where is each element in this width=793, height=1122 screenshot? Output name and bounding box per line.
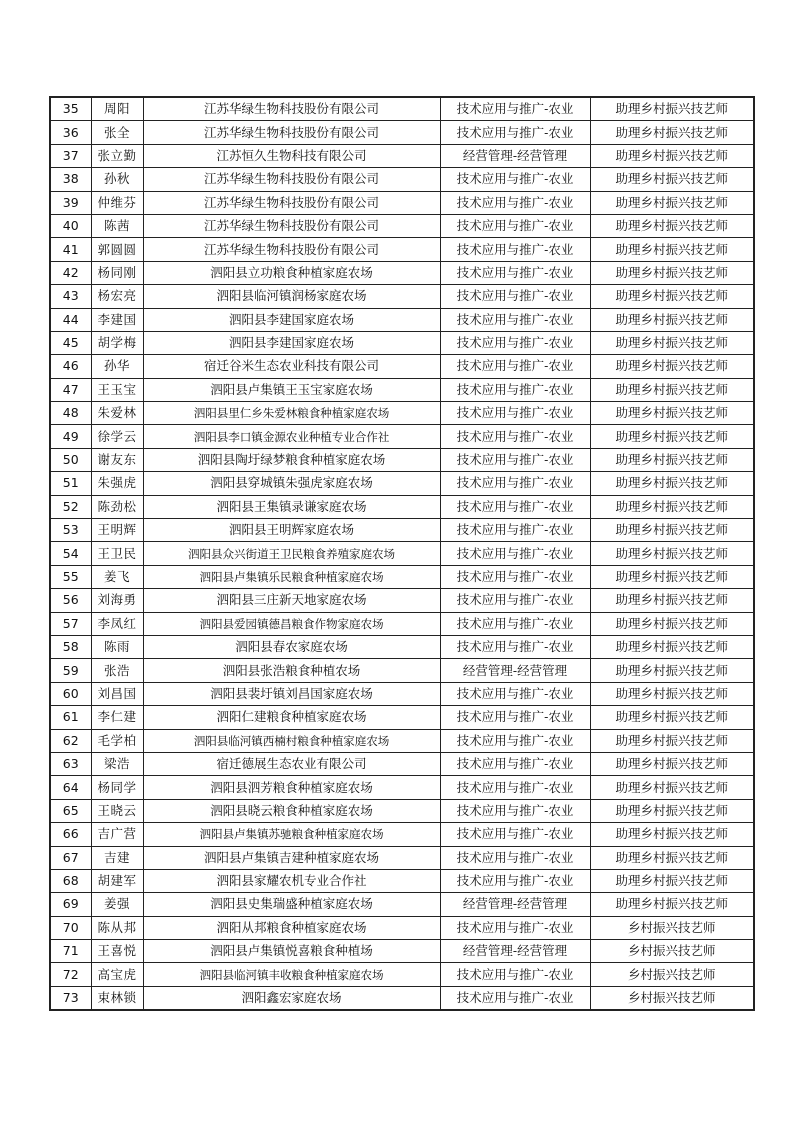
- qualification-title-cell: 助理乡村振兴技艺师: [590, 659, 754, 682]
- organization-cell: 泗阳县陶圩绿梦粮食种植家庭农场: [143, 448, 440, 471]
- organization-cell: 泗阳县泗芳粮食种植家庭农场: [143, 776, 440, 799]
- table-row: [50, 214, 754, 237]
- table-row: [50, 472, 754, 495]
- table-row: [50, 121, 754, 144]
- person-name-cell: 吉广营: [91, 823, 143, 846]
- table-row: [50, 378, 754, 401]
- qualification-title-cell: 助理乡村振兴技艺师: [590, 144, 754, 167]
- row-number-cell: 41: [50, 238, 91, 261]
- person-name-cell: 毛学柏: [91, 729, 143, 752]
- organization-cell: 泗阳县卢集镇乐民粮食种植家庭农场: [143, 565, 440, 588]
- row-number-cell: 37: [50, 144, 91, 167]
- table-row: [50, 285, 754, 308]
- specialty-field-cell: 技术应用与推广-农业: [440, 168, 590, 191]
- organization-cell: 泗阳县王明辉家庭农场: [143, 519, 440, 542]
- roster-table: [49, 96, 755, 1011]
- row-number-cell: 72: [50, 963, 91, 986]
- row-number-cell: 70: [50, 916, 91, 939]
- table-row: [50, 635, 754, 658]
- person-name-cell: 谢友东: [91, 448, 143, 471]
- person-name-cell: 张立勤: [91, 144, 143, 167]
- person-name-cell: 周阳: [91, 97, 143, 121]
- row-number-cell: 56: [50, 589, 91, 612]
- table-row: [50, 916, 754, 939]
- specialty-field-cell: 经营管理-经营管理: [440, 144, 590, 167]
- specialty-field-cell: 技术应用与推广-农业: [440, 823, 590, 846]
- qualification-title-cell: 助理乡村振兴技艺师: [590, 331, 754, 354]
- specialty-field-cell: 技术应用与推广-农业: [440, 472, 590, 495]
- specialty-field-cell: 技术应用与推广-农业: [440, 635, 590, 658]
- person-name-cell: 王卫民: [91, 542, 143, 565]
- qualification-title-cell: 乡村振兴技艺师: [590, 940, 754, 963]
- specialty-field-cell: 技术应用与推广-农业: [440, 331, 590, 354]
- qualification-title-cell: 助理乡村振兴技艺师: [590, 495, 754, 518]
- specialty-field-cell: 技术应用与推广-农业: [440, 776, 590, 799]
- table-row: [50, 355, 754, 378]
- person-name-cell: 仲维芬: [91, 191, 143, 214]
- person-name-cell: 孙华: [91, 355, 143, 378]
- row-number-cell: 45: [50, 331, 91, 354]
- table-row: [50, 589, 754, 612]
- table-row: [50, 425, 754, 448]
- person-name-cell: 陈劲松: [91, 495, 143, 518]
- specialty-field-cell: 技术应用与推广-农业: [440, 799, 590, 822]
- qualification-title-cell: 乡村振兴技艺师: [590, 963, 754, 986]
- person-name-cell: 王晓云: [91, 799, 143, 822]
- qualification-title-cell: 助理乡村振兴技艺师: [590, 378, 754, 401]
- person-name-cell: 陈茜: [91, 214, 143, 237]
- table-row: [50, 612, 754, 635]
- specialty-field-cell: 经营管理-经营管理: [440, 940, 590, 963]
- row-number-cell: 48: [50, 402, 91, 425]
- qualification-title-cell: 助理乡村振兴技艺师: [590, 706, 754, 729]
- row-number-cell: 53: [50, 519, 91, 542]
- row-number-cell: 66: [50, 823, 91, 846]
- organization-cell: 泗阳县临河镇润杨家庭农场: [143, 285, 440, 308]
- person-name-cell: 王玉宝: [91, 378, 143, 401]
- organization-cell: 江苏华绿生物科技股份有限公司: [143, 191, 440, 214]
- row-number-cell: 65: [50, 799, 91, 822]
- organization-cell: 泗阳从邦粮食种植家庭农场: [143, 916, 440, 939]
- organization-cell: 江苏华绿生物科技股份有限公司: [143, 97, 440, 121]
- person-name-cell: 孙秋: [91, 168, 143, 191]
- specialty-field-cell: 技术应用与推广-农业: [440, 682, 590, 705]
- specialty-field-cell: 技术应用与推广-农业: [440, 121, 590, 144]
- person-name-cell: 吉建: [91, 846, 143, 869]
- table-row: [50, 191, 754, 214]
- specialty-field-cell: 技术应用与推广-农业: [440, 285, 590, 308]
- specialty-field-cell: 技术应用与推广-农业: [440, 402, 590, 425]
- qualification-title-cell: 助理乡村振兴技艺师: [590, 214, 754, 237]
- qualification-title-cell: 助理乡村振兴技艺师: [590, 752, 754, 775]
- row-number-cell: 35: [50, 97, 91, 121]
- specialty-field-cell: 技术应用与推广-农业: [440, 519, 590, 542]
- row-number-cell: 57: [50, 612, 91, 635]
- qualification-title-cell: 助理乡村振兴技艺师: [590, 519, 754, 542]
- row-number-cell: 61: [50, 706, 91, 729]
- row-number-cell: 36: [50, 121, 91, 144]
- qualification-title-cell: 助理乡村振兴技艺师: [590, 355, 754, 378]
- row-number-cell: 71: [50, 940, 91, 963]
- row-number-cell: 55: [50, 565, 91, 588]
- specialty-field-cell: 技术应用与推广-农业: [440, 214, 590, 237]
- person-name-cell: 张全: [91, 121, 143, 144]
- table-row: [50, 682, 754, 705]
- organization-cell: 泗阳县李口镇金源农业种植专业合作社: [143, 425, 440, 448]
- qualification-title-cell: 助理乡村振兴技艺师: [590, 168, 754, 191]
- specialty-field-cell: 技术应用与推广-农业: [440, 869, 590, 892]
- specialty-field-cell: 技术应用与推广-农业: [440, 565, 590, 588]
- qualification-title-cell: 助理乡村振兴技艺师: [590, 776, 754, 799]
- specialty-field-cell: 技术应用与推广-农业: [440, 97, 590, 121]
- person-name-cell: 杨同学: [91, 776, 143, 799]
- table-row: [50, 331, 754, 354]
- qualification-title-cell: 助理乡村振兴技艺师: [590, 238, 754, 261]
- organization-cell: 泗阳县立功粮食种植家庭农场: [143, 261, 440, 284]
- organization-cell: 泗阳县晓云粮食种植家庭农场: [143, 799, 440, 822]
- specialty-field-cell: 技术应用与推广-农业: [440, 191, 590, 214]
- table-row: [50, 402, 754, 425]
- qualification-title-cell: 助理乡村振兴技艺师: [590, 682, 754, 705]
- qualification-title-cell: 助理乡村振兴技艺师: [590, 565, 754, 588]
- table-row: [50, 940, 754, 963]
- specialty-field-cell: 技术应用与推广-农业: [440, 448, 590, 471]
- person-name-cell: 郭圆圆: [91, 238, 143, 261]
- organization-cell: 宿迁谷米生态农业科技有限公司: [143, 355, 440, 378]
- table-row: [50, 752, 754, 775]
- person-name-cell: 刘海勇: [91, 589, 143, 612]
- table-row: [50, 448, 754, 471]
- row-number-cell: 64: [50, 776, 91, 799]
- qualification-title-cell: 助理乡村振兴技艺师: [590, 823, 754, 846]
- row-number-cell: 46: [50, 355, 91, 378]
- qualification-title-cell: 助理乡村振兴技艺师: [590, 635, 754, 658]
- organization-cell: 泗阳县临河镇丰收粮食种植家庭农场: [143, 963, 440, 986]
- table-row: [50, 97, 754, 121]
- table-row: [50, 144, 754, 167]
- row-number-cell: 62: [50, 729, 91, 752]
- person-name-cell: 姜飞: [91, 565, 143, 588]
- specialty-field-cell: 技术应用与推广-农业: [440, 612, 590, 635]
- organization-cell: 泗阳县李建国家庭农场: [143, 308, 440, 331]
- person-name-cell: 胡建军: [91, 869, 143, 892]
- qualification-title-cell: 乡村振兴技艺师: [590, 916, 754, 939]
- qualification-title-cell: 助理乡村振兴技艺师: [590, 612, 754, 635]
- table-row: [50, 238, 754, 261]
- row-number-cell: 60: [50, 682, 91, 705]
- qualification-title-cell: 助理乡村振兴技艺师: [590, 869, 754, 892]
- qualification-title-cell: 乡村振兴技艺师: [590, 986, 754, 1010]
- organization-cell: 泗阳县张浩粮食种植农场: [143, 659, 440, 682]
- row-number-cell: 44: [50, 308, 91, 331]
- organization-cell: 泗阳县卢集镇吉建种植家庭农场: [143, 846, 440, 869]
- specialty-field-cell: 技术应用与推广-农业: [440, 916, 590, 939]
- row-number-cell: 63: [50, 752, 91, 775]
- row-number-cell: 67: [50, 846, 91, 869]
- specialty-field-cell: 技术应用与推广-农业: [440, 308, 590, 331]
- row-number-cell: 59: [50, 659, 91, 682]
- qualification-title-cell: 助理乡村振兴技艺师: [590, 448, 754, 471]
- person-name-cell: 王明辉: [91, 519, 143, 542]
- person-name-cell: 姜强: [91, 893, 143, 916]
- table-row: [50, 963, 754, 986]
- qualification-title-cell: 助理乡村振兴技艺师: [590, 472, 754, 495]
- person-name-cell: 梁浩: [91, 752, 143, 775]
- row-number-cell: 38: [50, 168, 91, 191]
- qualification-title-cell: 助理乡村振兴技艺师: [590, 191, 754, 214]
- organization-cell: 泗阳县众兴街道王卫民粮食养殖家庭农场: [143, 542, 440, 565]
- specialty-field-cell: 技术应用与推广-农业: [440, 542, 590, 565]
- specialty-field-cell: 技术应用与推广-农业: [440, 963, 590, 986]
- specialty-field-cell: 经营管理-经营管理: [440, 659, 590, 682]
- specialty-field-cell: 技术应用与推广-农业: [440, 729, 590, 752]
- table-row: [50, 168, 754, 191]
- qualification-title-cell: 助理乡村振兴技艺师: [590, 893, 754, 916]
- organization-cell: 泗阳县家耀农机专业合作社: [143, 869, 440, 892]
- specialty-field-cell: 技术应用与推广-农业: [440, 589, 590, 612]
- organization-cell: 泗阳鑫宏家庭农场: [143, 986, 440, 1010]
- row-number-cell: 73: [50, 986, 91, 1010]
- qualification-title-cell: 助理乡村振兴技艺师: [590, 799, 754, 822]
- row-number-cell: 50: [50, 448, 91, 471]
- table-row: [50, 823, 754, 846]
- row-number-cell: 58: [50, 635, 91, 658]
- organization-cell: 江苏恒久生物科技有限公司: [143, 144, 440, 167]
- person-name-cell: 李仁建: [91, 706, 143, 729]
- row-number-cell: 39: [50, 191, 91, 214]
- specialty-field-cell: 经营管理-经营管理: [440, 893, 590, 916]
- qualification-title-cell: 助理乡村振兴技艺师: [590, 846, 754, 869]
- table-row: [50, 308, 754, 331]
- qualification-title-cell: 助理乡村振兴技艺师: [590, 542, 754, 565]
- person-name-cell: 杨同刚: [91, 261, 143, 284]
- table-row: [50, 893, 754, 916]
- person-name-cell: 陈从邦: [91, 916, 143, 939]
- row-number-cell: 40: [50, 214, 91, 237]
- row-number-cell: 69: [50, 893, 91, 916]
- organization-cell: 泗阳县临河镇西楠村粮食种植家庭农场: [143, 729, 440, 752]
- organization-cell: 泗阳县春农家庭农场: [143, 635, 440, 658]
- specialty-field-cell: 技术应用与推广-农业: [440, 846, 590, 869]
- organization-cell: 泗阳县三庄新天地家庭农场: [143, 589, 440, 612]
- qualification-title-cell: 助理乡村振兴技艺师: [590, 261, 754, 284]
- table-row: [50, 659, 754, 682]
- specialty-field-cell: 技术应用与推广-农业: [440, 261, 590, 284]
- qualification-title-cell: 助理乡村振兴技艺师: [590, 308, 754, 331]
- person-name-cell: 朱强虎: [91, 472, 143, 495]
- organization-cell: 泗阳仁建粮食种植家庭农场: [143, 706, 440, 729]
- specialty-field-cell: 技术应用与推广-农业: [440, 752, 590, 775]
- row-number-cell: 47: [50, 378, 91, 401]
- row-number-cell: 42: [50, 261, 91, 284]
- person-name-cell: 陈雨: [91, 635, 143, 658]
- person-name-cell: 李凤红: [91, 612, 143, 635]
- organization-cell: 江苏华绿生物科技股份有限公司: [143, 121, 440, 144]
- person-name-cell: 徐学云: [91, 425, 143, 448]
- qualification-title-cell: 助理乡村振兴技艺师: [590, 121, 754, 144]
- person-name-cell: 刘昌国: [91, 682, 143, 705]
- table-row: [50, 495, 754, 518]
- table-row: [50, 565, 754, 588]
- organization-cell: 泗阳县史集瑞盛种植家庭农场: [143, 893, 440, 916]
- organization-cell: 泗阳县卢集镇王玉宝家庭农场: [143, 378, 440, 401]
- qualification-title-cell: 助理乡村振兴技艺师: [590, 97, 754, 121]
- person-name-cell: 王喜悦: [91, 940, 143, 963]
- organization-cell: 泗阳县王集镇录谦家庭农场: [143, 495, 440, 518]
- person-name-cell: 张浩: [91, 659, 143, 682]
- qualification-title-cell: 助理乡村振兴技艺师: [590, 285, 754, 308]
- specialty-field-cell: 技术应用与推广-农业: [440, 986, 590, 1010]
- person-name-cell: 李建国: [91, 308, 143, 331]
- organization-cell: 泗阳县卢集镇悦喜粮食种植场: [143, 940, 440, 963]
- person-name-cell: 朱爱林: [91, 402, 143, 425]
- qualification-title-cell: 助理乡村振兴技艺师: [590, 729, 754, 752]
- organization-cell: 泗阳县穿城镇朱强虎家庭农场: [143, 472, 440, 495]
- organization-cell: 江苏华绿生物科技股份有限公司: [143, 214, 440, 237]
- qualification-title-cell: 助理乡村振兴技艺师: [590, 425, 754, 448]
- specialty-field-cell: 技术应用与推广-农业: [440, 495, 590, 518]
- organization-cell: 泗阳县爱园镇德昌粮食作物家庭农场: [143, 612, 440, 635]
- specialty-field-cell: 技术应用与推广-农业: [440, 425, 590, 448]
- qualification-title-cell: 助理乡村振兴技艺师: [590, 402, 754, 425]
- table-row: [50, 776, 754, 799]
- table-row: [50, 869, 754, 892]
- table-row: [50, 261, 754, 284]
- row-number-cell: 68: [50, 869, 91, 892]
- table-row: [50, 986, 754, 1010]
- row-number-cell: 51: [50, 472, 91, 495]
- roster-body: [50, 97, 754, 1010]
- organization-cell: 泗阳县卢集镇苏驰粮食种植家庭农场: [143, 823, 440, 846]
- row-number-cell: 43: [50, 285, 91, 308]
- table-row: [50, 542, 754, 565]
- row-number-cell: 49: [50, 425, 91, 448]
- table-row: [50, 799, 754, 822]
- person-name-cell: 束林锁: [91, 986, 143, 1010]
- specialty-field-cell: 技术应用与推广-农业: [440, 238, 590, 261]
- person-name-cell: 胡学梅: [91, 331, 143, 354]
- table-row: [50, 519, 754, 542]
- organization-cell: 江苏华绿生物科技股份有限公司: [143, 168, 440, 191]
- organization-cell: 泗阳县里仁乡朱爱林粮食种植家庭农场: [143, 402, 440, 425]
- qualification-title-cell: 助理乡村振兴技艺师: [590, 589, 754, 612]
- specialty-field-cell: 技术应用与推广-农业: [440, 355, 590, 378]
- organization-cell: 泗阳县李建国家庭农场: [143, 331, 440, 354]
- specialty-field-cell: 技术应用与推广-农业: [440, 706, 590, 729]
- person-name-cell: 高宝虎: [91, 963, 143, 986]
- table-row: [50, 846, 754, 869]
- row-number-cell: 52: [50, 495, 91, 518]
- person-name-cell: 杨宏亮: [91, 285, 143, 308]
- organization-cell: 江苏华绿生物科技股份有限公司: [143, 238, 440, 261]
- organization-cell: 泗阳县裴圩镇刘昌国家庭农场: [143, 682, 440, 705]
- table-row: [50, 706, 754, 729]
- organization-cell: 宿迁德展生态农业有限公司: [143, 752, 440, 775]
- specialty-field-cell: 技术应用与推广-农业: [440, 378, 590, 401]
- table-row: [50, 729, 754, 752]
- row-number-cell: 54: [50, 542, 91, 565]
